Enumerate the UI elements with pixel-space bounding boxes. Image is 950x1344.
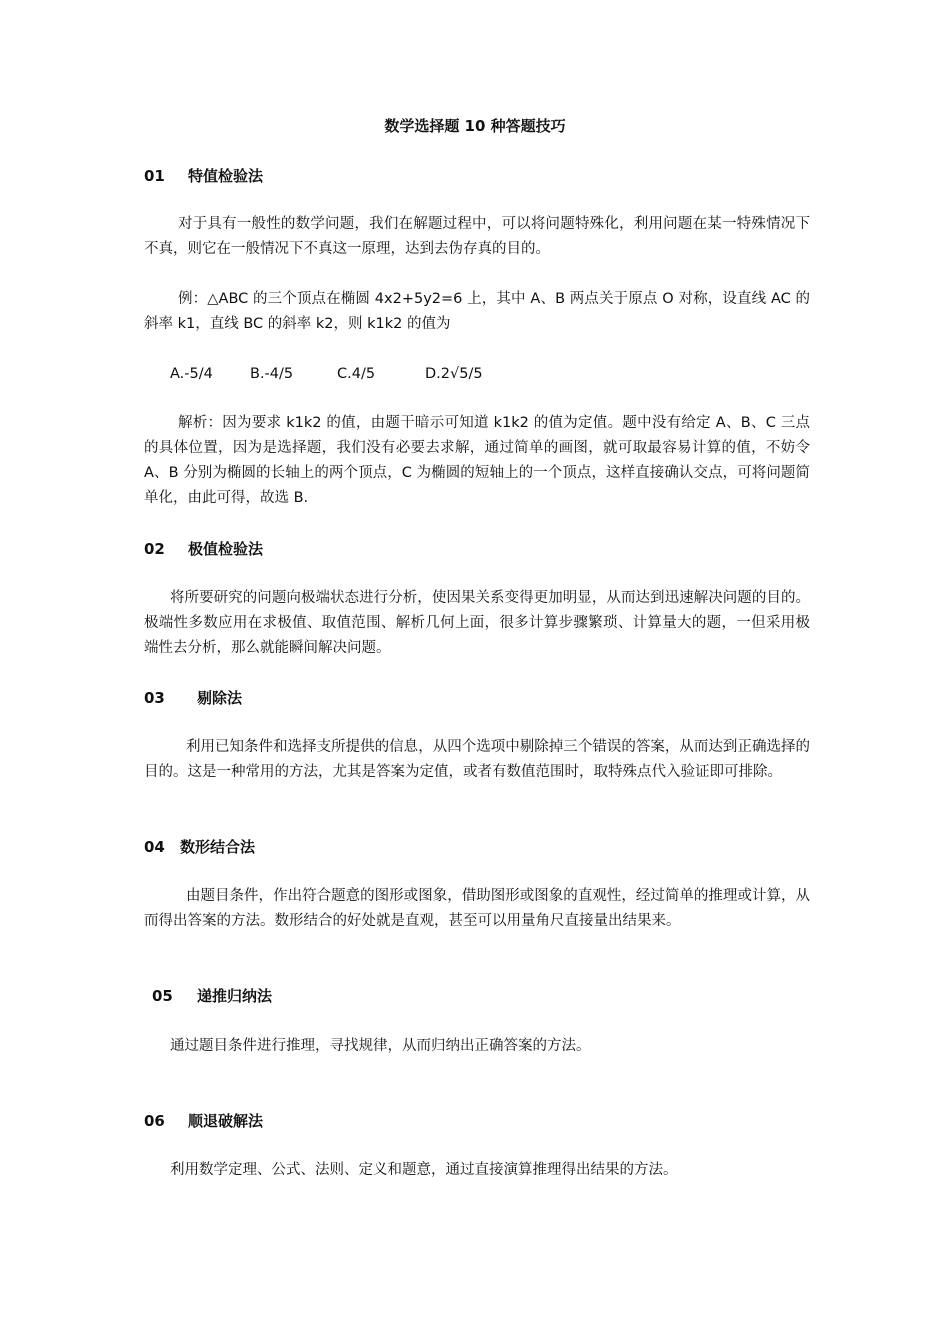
section-number: 05	[152, 987, 173, 1005]
option-a: A.-5/4	[170, 366, 213, 382]
section-name: 递推归纳法	[197, 987, 273, 1005]
option-b: B.-4/5	[250, 366, 294, 382]
analysis-paragraph: 解析：因为要求 k1k2 的值，由题干暗示可知道 k1k2 的值为定值。题中没有给定 A、B、C 三点的具体位置，因为是选择题，我们没有必要去求解，通过简单的画图，就可取最容易计算的值，不妨令 A、B 分别为椭圆的长轴上的两个顶点，C 为椭圆的短轴上的一个顶点，这样直接确认交点，可将问题简单化，由此可得，故选 B.	[144, 415, 810, 506]
paragraph: 利用已知条件和选择支所提供的信息，从四个选项中剔除掉三个错误的答案，从而达到正确选择的目的。这是一种常用的方法，尤其是答案为定值，或者有数值范围时，取特殊点代入验证即可排除。	[144, 739, 810, 780]
section-number: 06	[144, 1112, 165, 1130]
section-heading-01	[144, 166, 263, 186]
section-heading-03	[144, 688, 242, 708]
section-name: 极值检验法	[188, 540, 264, 558]
paragraph: 将所要研究的问题向极端状态进行分析，使因果关系变得更加明显，从而达到迅速解决问题的目的。极端性多数应用在求极值、取值范围、解析几何上面，很多计算步骤繁琐、计算量大的题，一但采用极端性去分析，那么就能瞬间解决问题。	[144, 590, 810, 656]
option-c: C.4/5	[337, 366, 376, 382]
section-number: 01	[144, 167, 165, 185]
section-name: 顺退破解法	[188, 1112, 264, 1130]
section-number: 04	[144, 838, 165, 856]
section-name: 剔除法	[197, 689, 243, 707]
section-heading-02	[144, 539, 263, 559]
document-title: 数学选择题 10 种答题技巧	[384, 117, 566, 135]
section-heading-05	[152, 986, 272, 1006]
section-name: 特值检验法	[188, 167, 264, 185]
paragraph: 由题目条件，作出符合题意的图形或图象，借助图形或图象的直观性，经过简单的推理或计算，从而得出答案的方法。数形结合的好处就是直观，甚至可以用量角尺直接量出结果来。	[144, 888, 810, 929]
example-paragraph: 例：△ABC 的三个顶点在椭圆 4x2+5y2=6 上，其中 A、B 两点关于原点 O 对称，设直线 AC 的斜率 k1，直线 BC 的斜率 k2，则 k1k2 的值为	[144, 291, 810, 332]
section-heading-06	[144, 1111, 263, 1131]
section-name: 数形结合法	[180, 838, 256, 856]
section-number: 02	[144, 540, 165, 558]
option-d: D.2√5/5	[425, 366, 483, 382]
section-number: 03	[144, 689, 165, 707]
section-heading-04	[144, 837, 255, 857]
paragraph: 通过题目条件进行推理，寻找规律，从而归纳出正确答案的方法。	[170, 1038, 591, 1054]
answer-options	[170, 364, 483, 384]
paragraph: 对于具有一般性的数学问题，我们在解题过程中，可以将问题特殊化，利用问题在某一特殊情况下不真，则它在一般情况下不真这一原理，达到去伪存真的目的。	[144, 216, 810, 257]
paragraph: 利用数学定理、公式、法则、定义和题意，通过直接演算推理得出结果的方法。	[170, 1162, 678, 1178]
